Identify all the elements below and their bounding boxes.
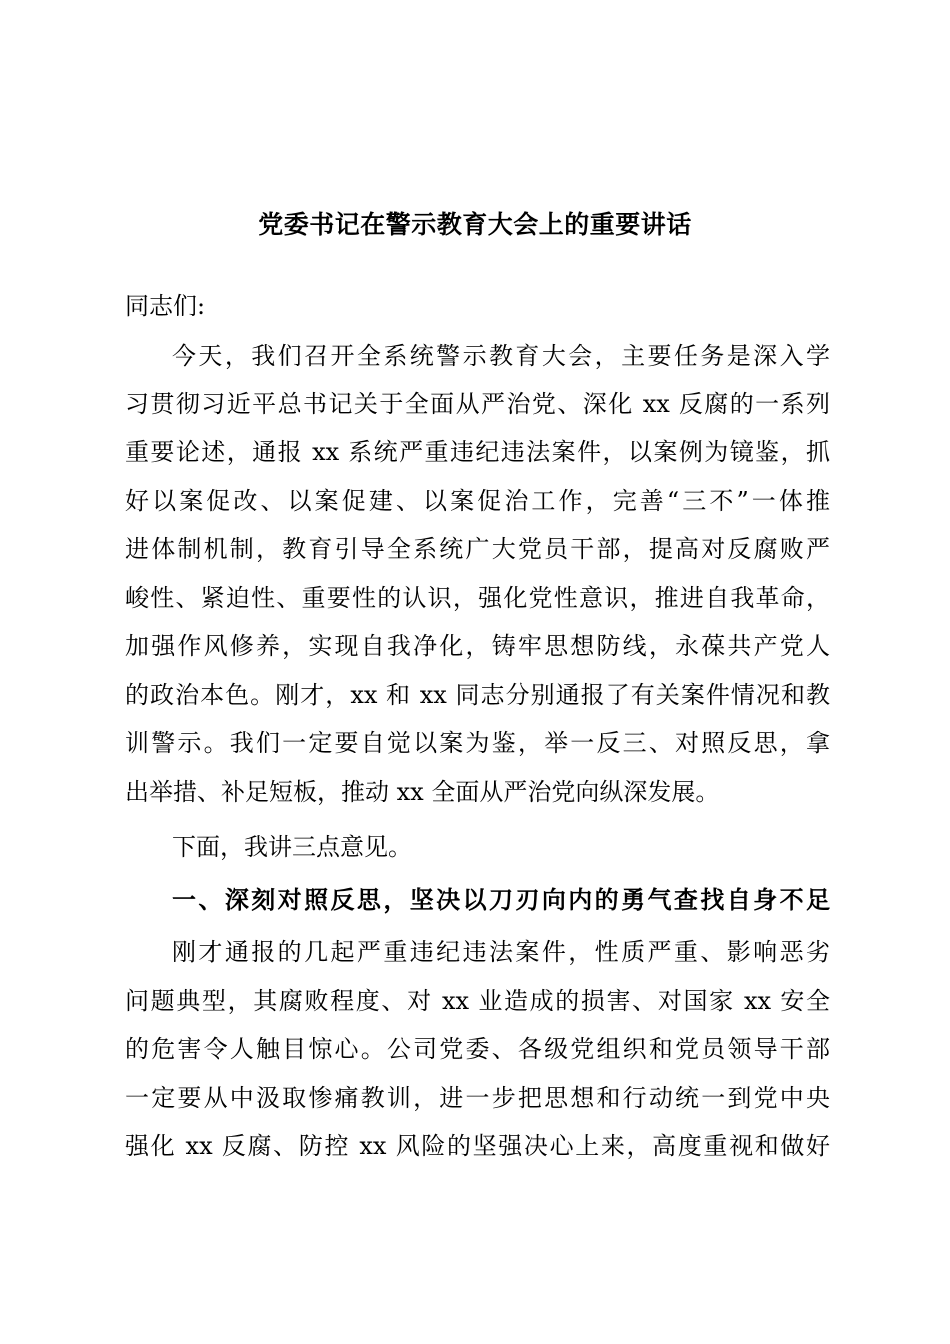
paragraph-line: 今天，我们召开全系统警示教育大会，主要任务是深入学 [172,342,830,370]
paragraph-line: 加强作风修养，实现自我净化，铸牢思想防线，永葆共产党人 [125,632,830,660]
salutation: 同志们: [125,292,206,320]
paragraph-line: 进体制机制，教育引导全系统广大党员干部，提高对反腐败严 [125,535,830,563]
paragraph-line: 强化 xx 反腐、防控 xx 风险的坚强决心上来，高度重视和做好 [125,1132,830,1160]
paragraph-line: 一定要从中汲取惨痛教训，进一步把思想和行动统一到党中央 [125,1084,830,1112]
paragraph-line: 训警示。我们一定要自觉以案为鉴，举一反三、对照反思，拿 [125,729,830,757]
paragraph-line: 好以案促改、以案促建、以案促治工作，完善“三不”一体推 [125,487,830,515]
paragraph-line: 下面，我讲三点意见。 [172,833,412,861]
document-title: 党委书记在警示教育大会上的重要讲话 [258,210,692,239]
paragraph-line: 刚才通报的几起严重违纪违法案件，性质严重、影响恶劣 [172,938,830,966]
paragraph-line: 的危害令人触目惊心。公司党委、各级党组织和党员领导干部 [125,1035,830,1063]
paragraph-line: 问题典型，其腐败程度、对 xx 业造成的损害、对国家 xx 安全 [125,987,830,1015]
paragraph-line: 峻性、紧迫性、重要性的认识，强化党性意识，推进自我革命， [125,584,830,612]
paragraph-line: 习贯彻习近平总书记关于全面从严治党、深化 xx 反腐的一系列 [125,390,830,418]
paragraph-line: 重要论述，通报 xx 系统严重违纪违法案件，以案例为镜鉴，抓 [125,438,830,466]
paragraph-line: 出举措、补足短板，推动 xx 全面从严治党向纵深发展。 [125,778,720,806]
paragraph-line: 的政治本色。刚才，xx 和 xx 同志分别通报了有关案件情况和教 [125,681,830,709]
section-heading: 一、深刻对照反思，坚决以刀刃向内的勇气查找自身不足 [172,886,830,914]
